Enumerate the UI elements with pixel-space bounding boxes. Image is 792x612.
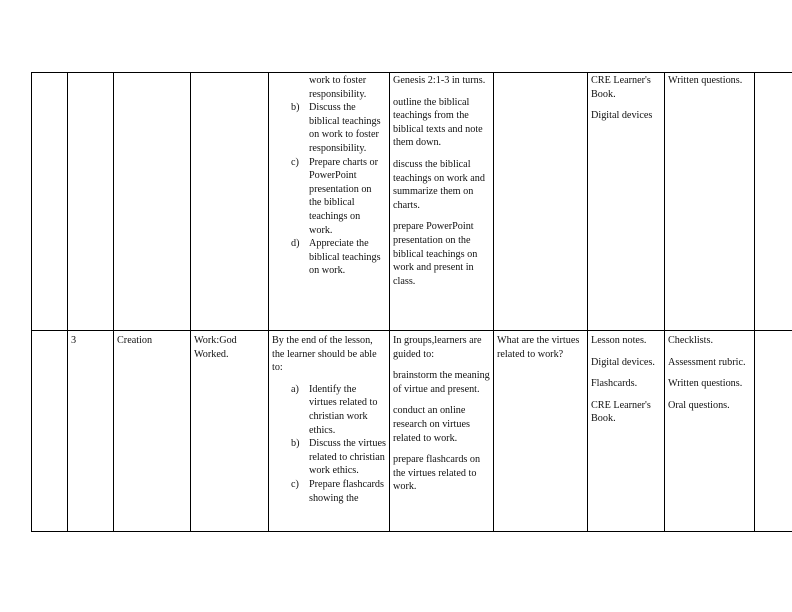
assessment-item: Checklists.: [668, 335, 713, 346]
learning-experiences-cell: [390, 331, 494, 532]
strand-cell: [114, 73, 191, 331]
inquiry-question-cell: [494, 73, 588, 331]
resource-item: Lesson notes.: [591, 335, 647, 346]
outcome-marker: c): [291, 156, 299, 168]
outcome-continuation: work to foster responsibility.: [309, 75, 367, 100]
remarks-cell: [755, 331, 792, 532]
resource-item: CRE Learner's Book.: [591, 399, 651, 425]
scheme-of-work-table: [31, 72, 792, 532]
week-cell: [32, 73, 68, 331]
outcomes-list: [272, 101, 386, 278]
outcome-item: c) Prepare flashcards showing the: [291, 478, 384, 504]
outcomes-intro: By the end of the lesson, the learner should be able to:: [272, 335, 377, 374]
week-cell: [32, 331, 68, 532]
assessment-cell: [665, 73, 755, 331]
lesson-cell: [68, 73, 114, 331]
experience-item: outline the biblical teachings from the biblical texts and note them down.: [393, 96, 483, 149]
experience-item: discuss the biblical teachings on work and summarize them on charts.: [393, 158, 485, 211]
sub-strand-cell: [191, 73, 269, 331]
experience-item: In groups,learners are guided to:: [393, 335, 482, 360]
table-row: [32, 73, 792, 331]
resources-cell: [588, 331, 665, 532]
learning-outcomes-cell: [269, 331, 390, 532]
strand-cell: Creation: [114, 331, 191, 532]
sub-strand-cell: Work:God Worked.: [191, 331, 269, 532]
resource-item: CRE Learner's Book.: [591, 75, 651, 100]
assessment-item: Written questions.: [668, 378, 743, 390]
learning-experiences-cell: [390, 73, 494, 331]
experience-item: prepare PowerPoint presentation on the biblical teachings on work and present in class.: [393, 221, 478, 287]
lesson-cell: 3: [68, 331, 114, 532]
resources-cell: [588, 73, 665, 331]
experience-item: brainstorm the meaning of virtue and present.: [393, 370, 490, 395]
experience-item: conduct an online research on virtues related to work.: [393, 405, 470, 444]
outcome-marker: b): [291, 102, 300, 114]
outcome-marker: b): [291, 438, 300, 450]
outcome-item: a) Identify the virtues related to christian work ethics.: [291, 383, 378, 436]
assessment-item: Written questions.: [668, 75, 743, 86]
outcome-marker: a): [291, 383, 299, 395]
assessment-item: Oral questions.: [668, 399, 730, 411]
outcome-item: d) Appreciate the biblical teachings on work.: [291, 238, 381, 277]
learning-outcomes-cell: [269, 73, 390, 331]
outcome-item: b) Discuss the virtues related to christian work ethics.: [291, 438, 386, 477]
outcome-marker: d): [291, 238, 300, 250]
remarks-cell: [755, 73, 792, 331]
table-row: [32, 331, 792, 532]
outcomes-list: [272, 383, 386, 505]
assessment-item: Assessment rubric.: [668, 356, 746, 368]
resource-item: Digital devices: [591, 110, 653, 122]
outcome-item: c) Prepare charts or PowerPoint presentation on the biblical teachings on work.: [291, 156, 379, 236]
experience-item: prepare flashcards on the virtues related to work.: [393, 454, 481, 493]
experience-item: Genesis 2:1-3 in turns.: [393, 75, 486, 86]
outcome-marker: c): [291, 478, 299, 490]
assessment-cell: [665, 331, 755, 532]
inquiry-question-cell: What are the virtues related to work?: [494, 331, 588, 532]
resource-item: Flashcards.: [591, 378, 638, 390]
resource-item: Digital devices.: [591, 356, 655, 368]
outcome-item: b) Discuss the biblical teachings on work to foster responsibility.: [291, 102, 381, 154]
